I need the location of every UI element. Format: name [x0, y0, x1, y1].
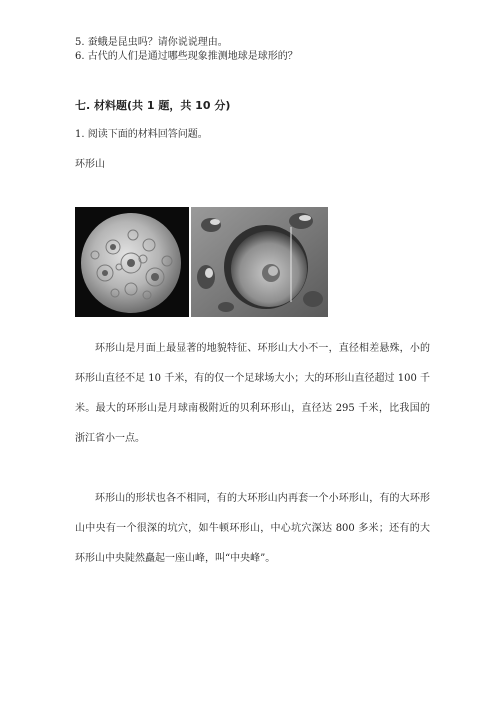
image-caption: 环形山	[75, 159, 105, 170]
crater-closeup-photo	[191, 207, 328, 317]
paragraph-2-text: 环形山的形状也各不相同，有的大环形山内再套一个小环形山，有的大环形山中央有一个很深的坑穴，如牛顿环形山，中心坑穴深达 800 多米；还有的大环形山中央陡然矗起一座山峰，叫“中央峰”。	[75, 493, 430, 564]
section-title: 七. 材料题(共 1 题，共 10 分)	[75, 99, 231, 112]
question-6: 6. 古代的人们是通过哪些现象推测地球是球形的？	[75, 51, 298, 62]
moon-south-pole-photo	[75, 207, 189, 317]
paragraph-1	[75, 334, 430, 454]
material-prompt: 1. 阅读下面的材料回答问题。	[75, 129, 208, 140]
paragraph-2	[75, 484, 430, 574]
question-5: 5. 蚕蛾是昆虫吗？请你说说理由。	[75, 37, 228, 48]
paragraph-1-text: 环形山是月面上最显著的地貌特征、环形山大小不一，直径相差悬殊，小的环形山直径不足 10 千米，有的仅一个足球场大小；大的环形山直径超过 100 千米。最大的环形山是月球南极附近的贝利环形山，直径达 295 千米，比我国的浙江省小一点。	[75, 343, 430, 444]
